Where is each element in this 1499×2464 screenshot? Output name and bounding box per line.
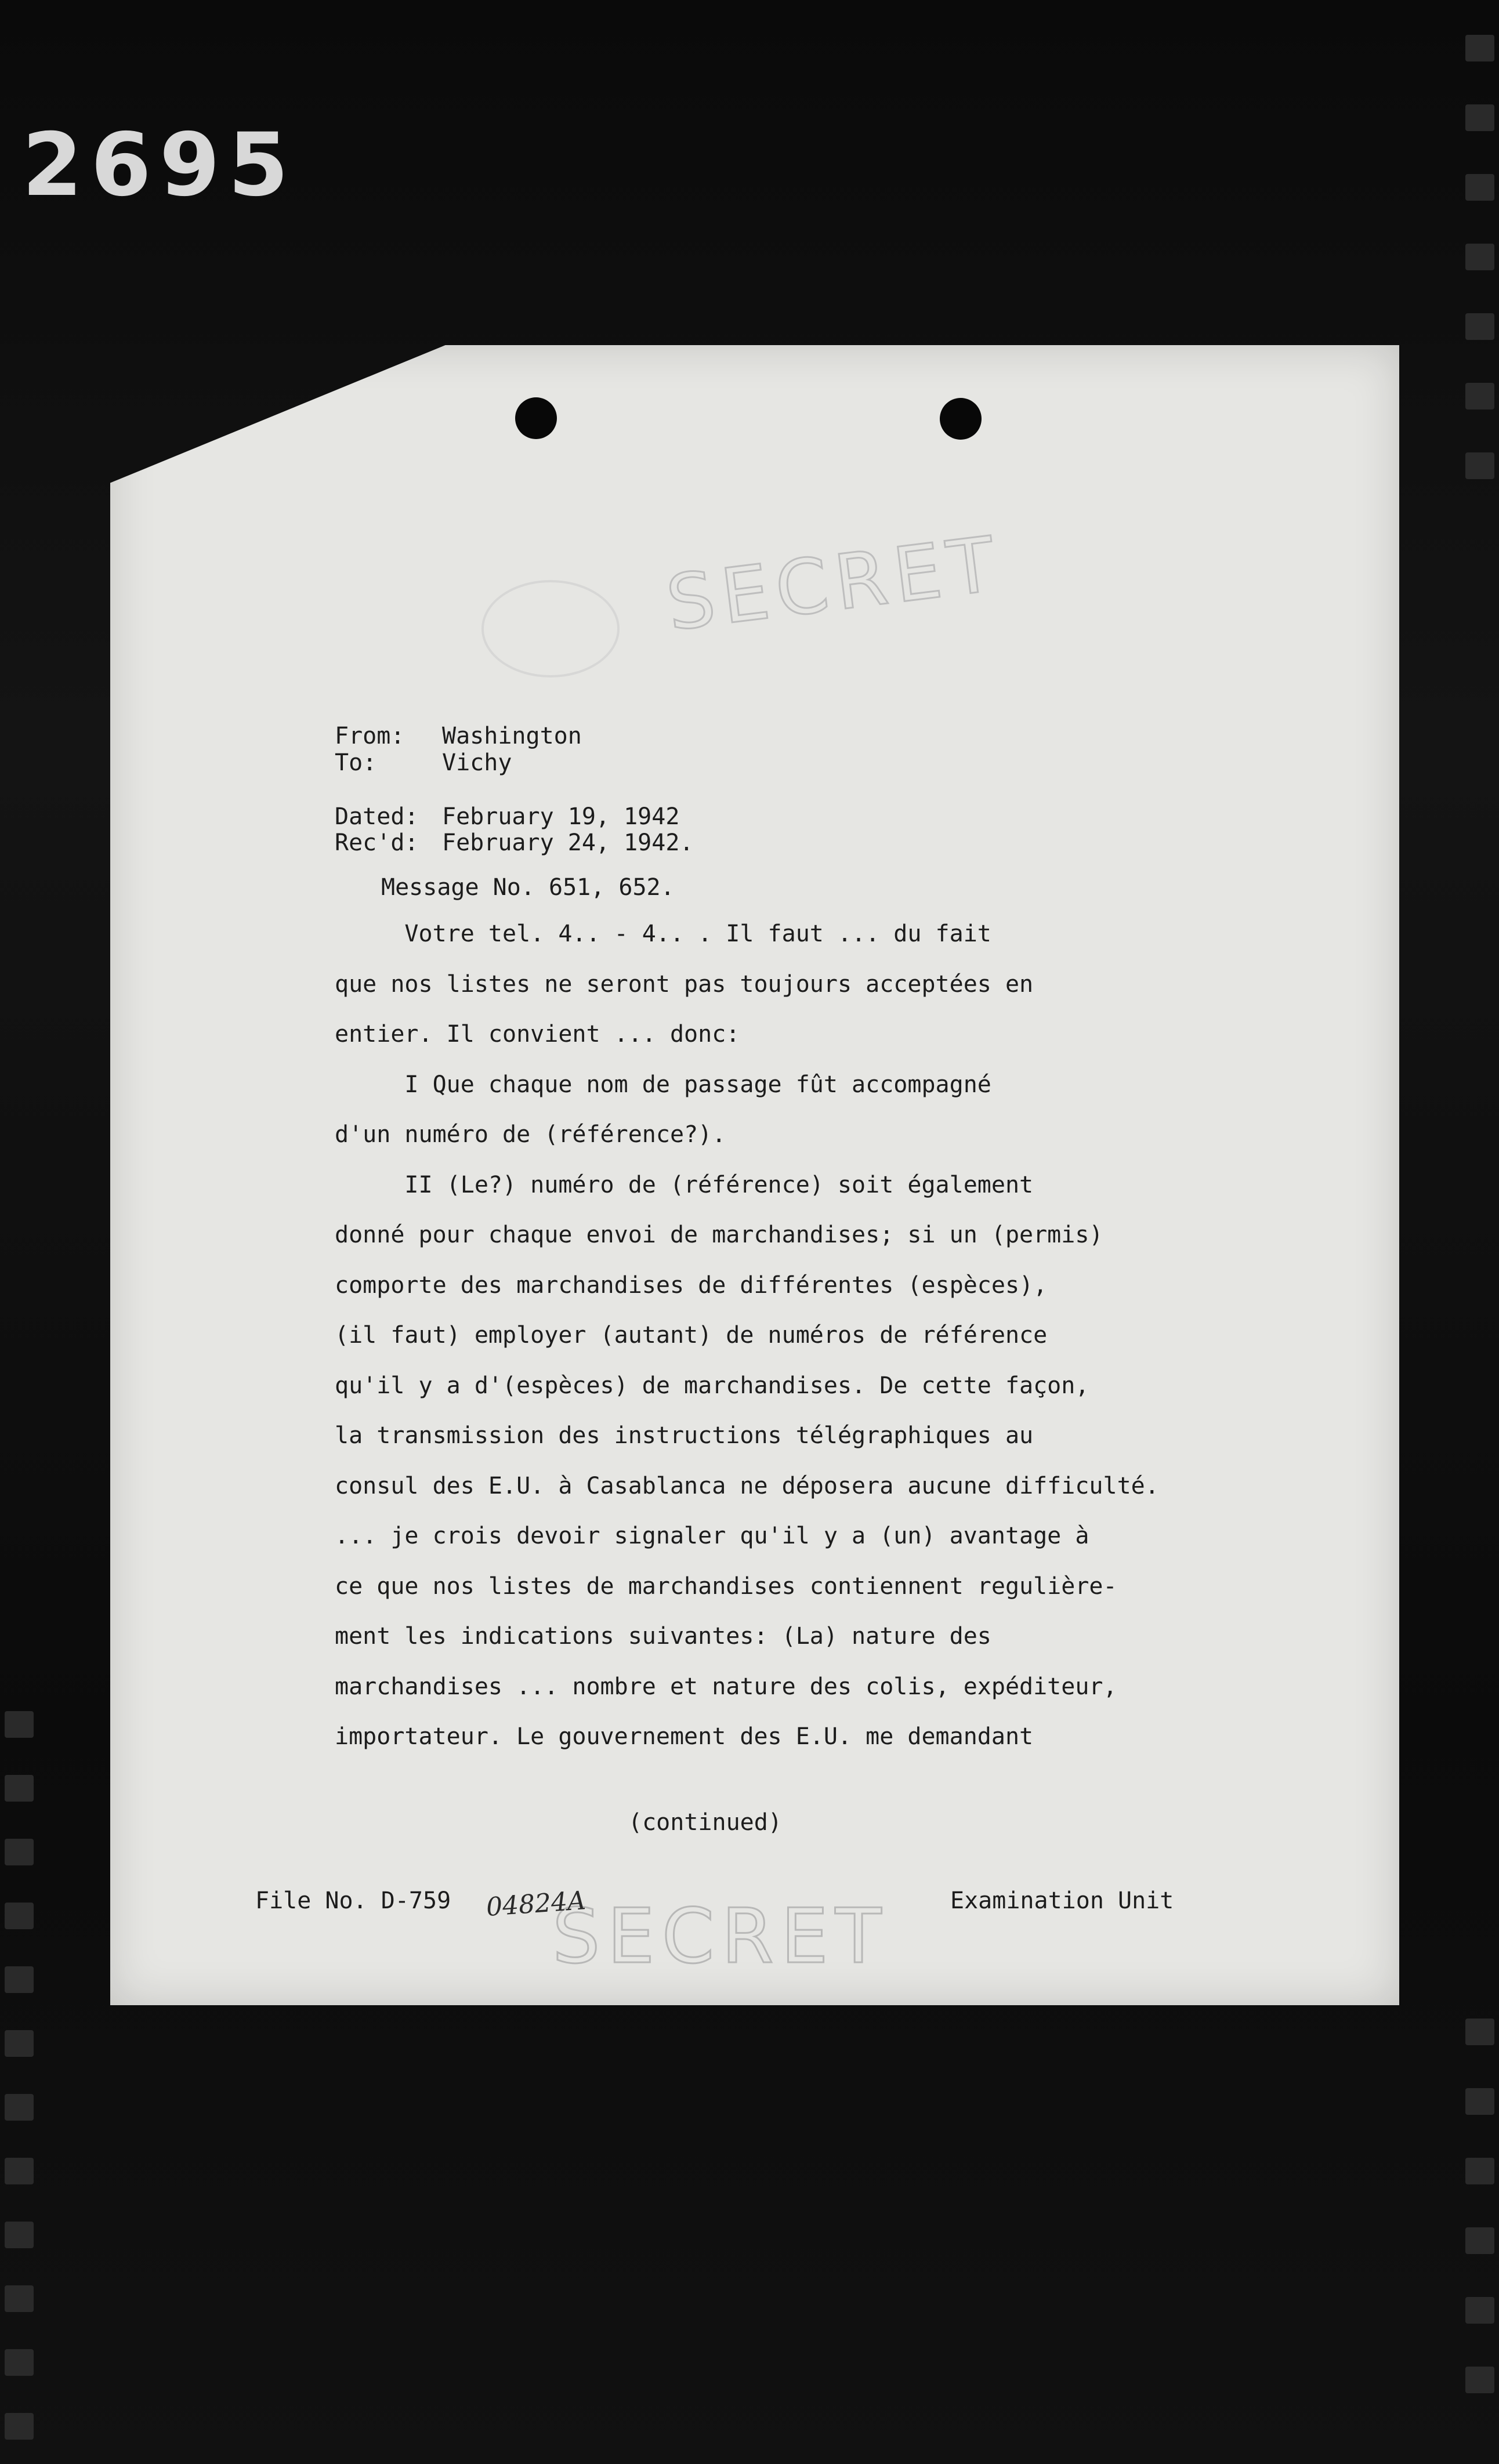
recd-value: February 24, 1942. <box>442 829 694 856</box>
sprocket-hole <box>1465 2297 1494 2324</box>
sprocket-hole <box>1465 35 1494 61</box>
sprocket-hole <box>5 1839 34 1865</box>
body-line: importateur. Le gouvernement des E.U. me demandant <box>335 1723 1034 1750</box>
secret-stamp-bottom: SECRET <box>552 1892 889 1980</box>
sprocket-hole <box>1465 244 1494 270</box>
sprocket-hole <box>5 2094 34 2121</box>
sprocket-hole <box>1465 104 1494 131</box>
from-value: Washington <box>442 723 582 749</box>
body-line: (il faut) employer (autant) de numéros de référence <box>335 1322 1048 1349</box>
film-strip-right <box>1461 0 1499 2464</box>
sprocket-hole <box>1465 174 1494 201</box>
sprocket-hole <box>5 1966 34 1993</box>
sprocket-hole <box>5 2158 34 2184</box>
body-line: donné pour chaque envoi de marchandises; si un (permis) <box>335 1222 1103 1248</box>
sprocket-hole <box>5 2285 34 2312</box>
punch-hole-icon <box>515 397 557 439</box>
body-line: la transmission des instructions télégraphiques au <box>335 1422 1034 1449</box>
film-strip-left <box>0 0 38 2464</box>
message-body <box>335 921 1263 1774</box>
continued-note: (continued) <box>628 1809 782 1836</box>
body-line: comporte des marchandises de différentes (espèces), <box>335 1271 1048 1299</box>
sprocket-hole <box>1465 2367 1494 2393</box>
sprocket-hole <box>1465 383 1494 410</box>
from-label: From: <box>335 723 405 749</box>
sprocket-hole <box>1465 2019 1494 2045</box>
sprocket-hole <box>1465 2088 1494 2115</box>
secret-stamp-top: SECRET <box>661 519 1006 648</box>
body-line: ment les indications suivantes: (La) nature des <box>335 1623 991 1650</box>
sprocket-hole <box>1465 2227 1494 2254</box>
dated-value: February 19, 1942 <box>442 803 680 830</box>
file-number: File No. D-759 <box>255 1887 451 1914</box>
sprocket-hole <box>5 2030 34 2057</box>
faded-seal-icon <box>481 580 620 677</box>
message-number: Message No. 651, 652. <box>381 874 675 901</box>
recd-label: Rec'd: <box>335 829 419 856</box>
reel-number: 2695 <box>22 115 297 216</box>
sprocket-hole <box>1465 2158 1494 2184</box>
handwritten-number: 04824A <box>485 1886 587 1922</box>
body-line: entier. Il convient ... donc: <box>335 1021 740 1048</box>
sprocket-hole <box>5 2413 34 2440</box>
punch-hole-icon <box>940 398 982 440</box>
body-line: II (Le?) numéro de (référence) soit également <box>335 1171 1034 1198</box>
dated-label: Dated: <box>335 803 419 830</box>
body-line: I Que chaque nom de passage fût accompagné <box>335 1071 991 1098</box>
examination-unit: Examination Unit <box>950 1887 1174 1914</box>
body-line: que nos listes ne seront pas toujours acceptées en <box>335 970 1034 998</box>
body-line: qu'il y a d'(espèces) de marchandises. De cette façon, <box>335 1372 1089 1399</box>
sprocket-hole <box>5 1903 34 1929</box>
sprocket-hole <box>5 2222 34 2248</box>
sprocket-hole <box>1465 452 1494 479</box>
sprocket-hole <box>1465 313 1494 340</box>
sprocket-hole <box>5 2349 34 2376</box>
body-line: ce que nos listes de marchandises contiennent regulière- <box>335 1572 1117 1600</box>
body-line: ... je crois devoir signaler qu'il y a (un) avantage à <box>335 1523 1089 1549</box>
body-line: d'un numéro de (référence?). <box>335 1121 726 1148</box>
to-label: To: <box>335 749 377 776</box>
body-line: consul des E.U. à Casablanca ne déposera aucune difficulté. <box>335 1472 1159 1499</box>
to-value: Vichy <box>442 749 512 776</box>
sprocket-hole <box>5 1775 34 1802</box>
sprocket-hole <box>5 1711 34 1738</box>
body-line: Votre tel. 4.. - 4.. . Il faut ... du fait <box>335 921 991 947</box>
body-line: marchandises ... nombre et nature des colis, expéditeur, <box>335 1673 1117 1700</box>
